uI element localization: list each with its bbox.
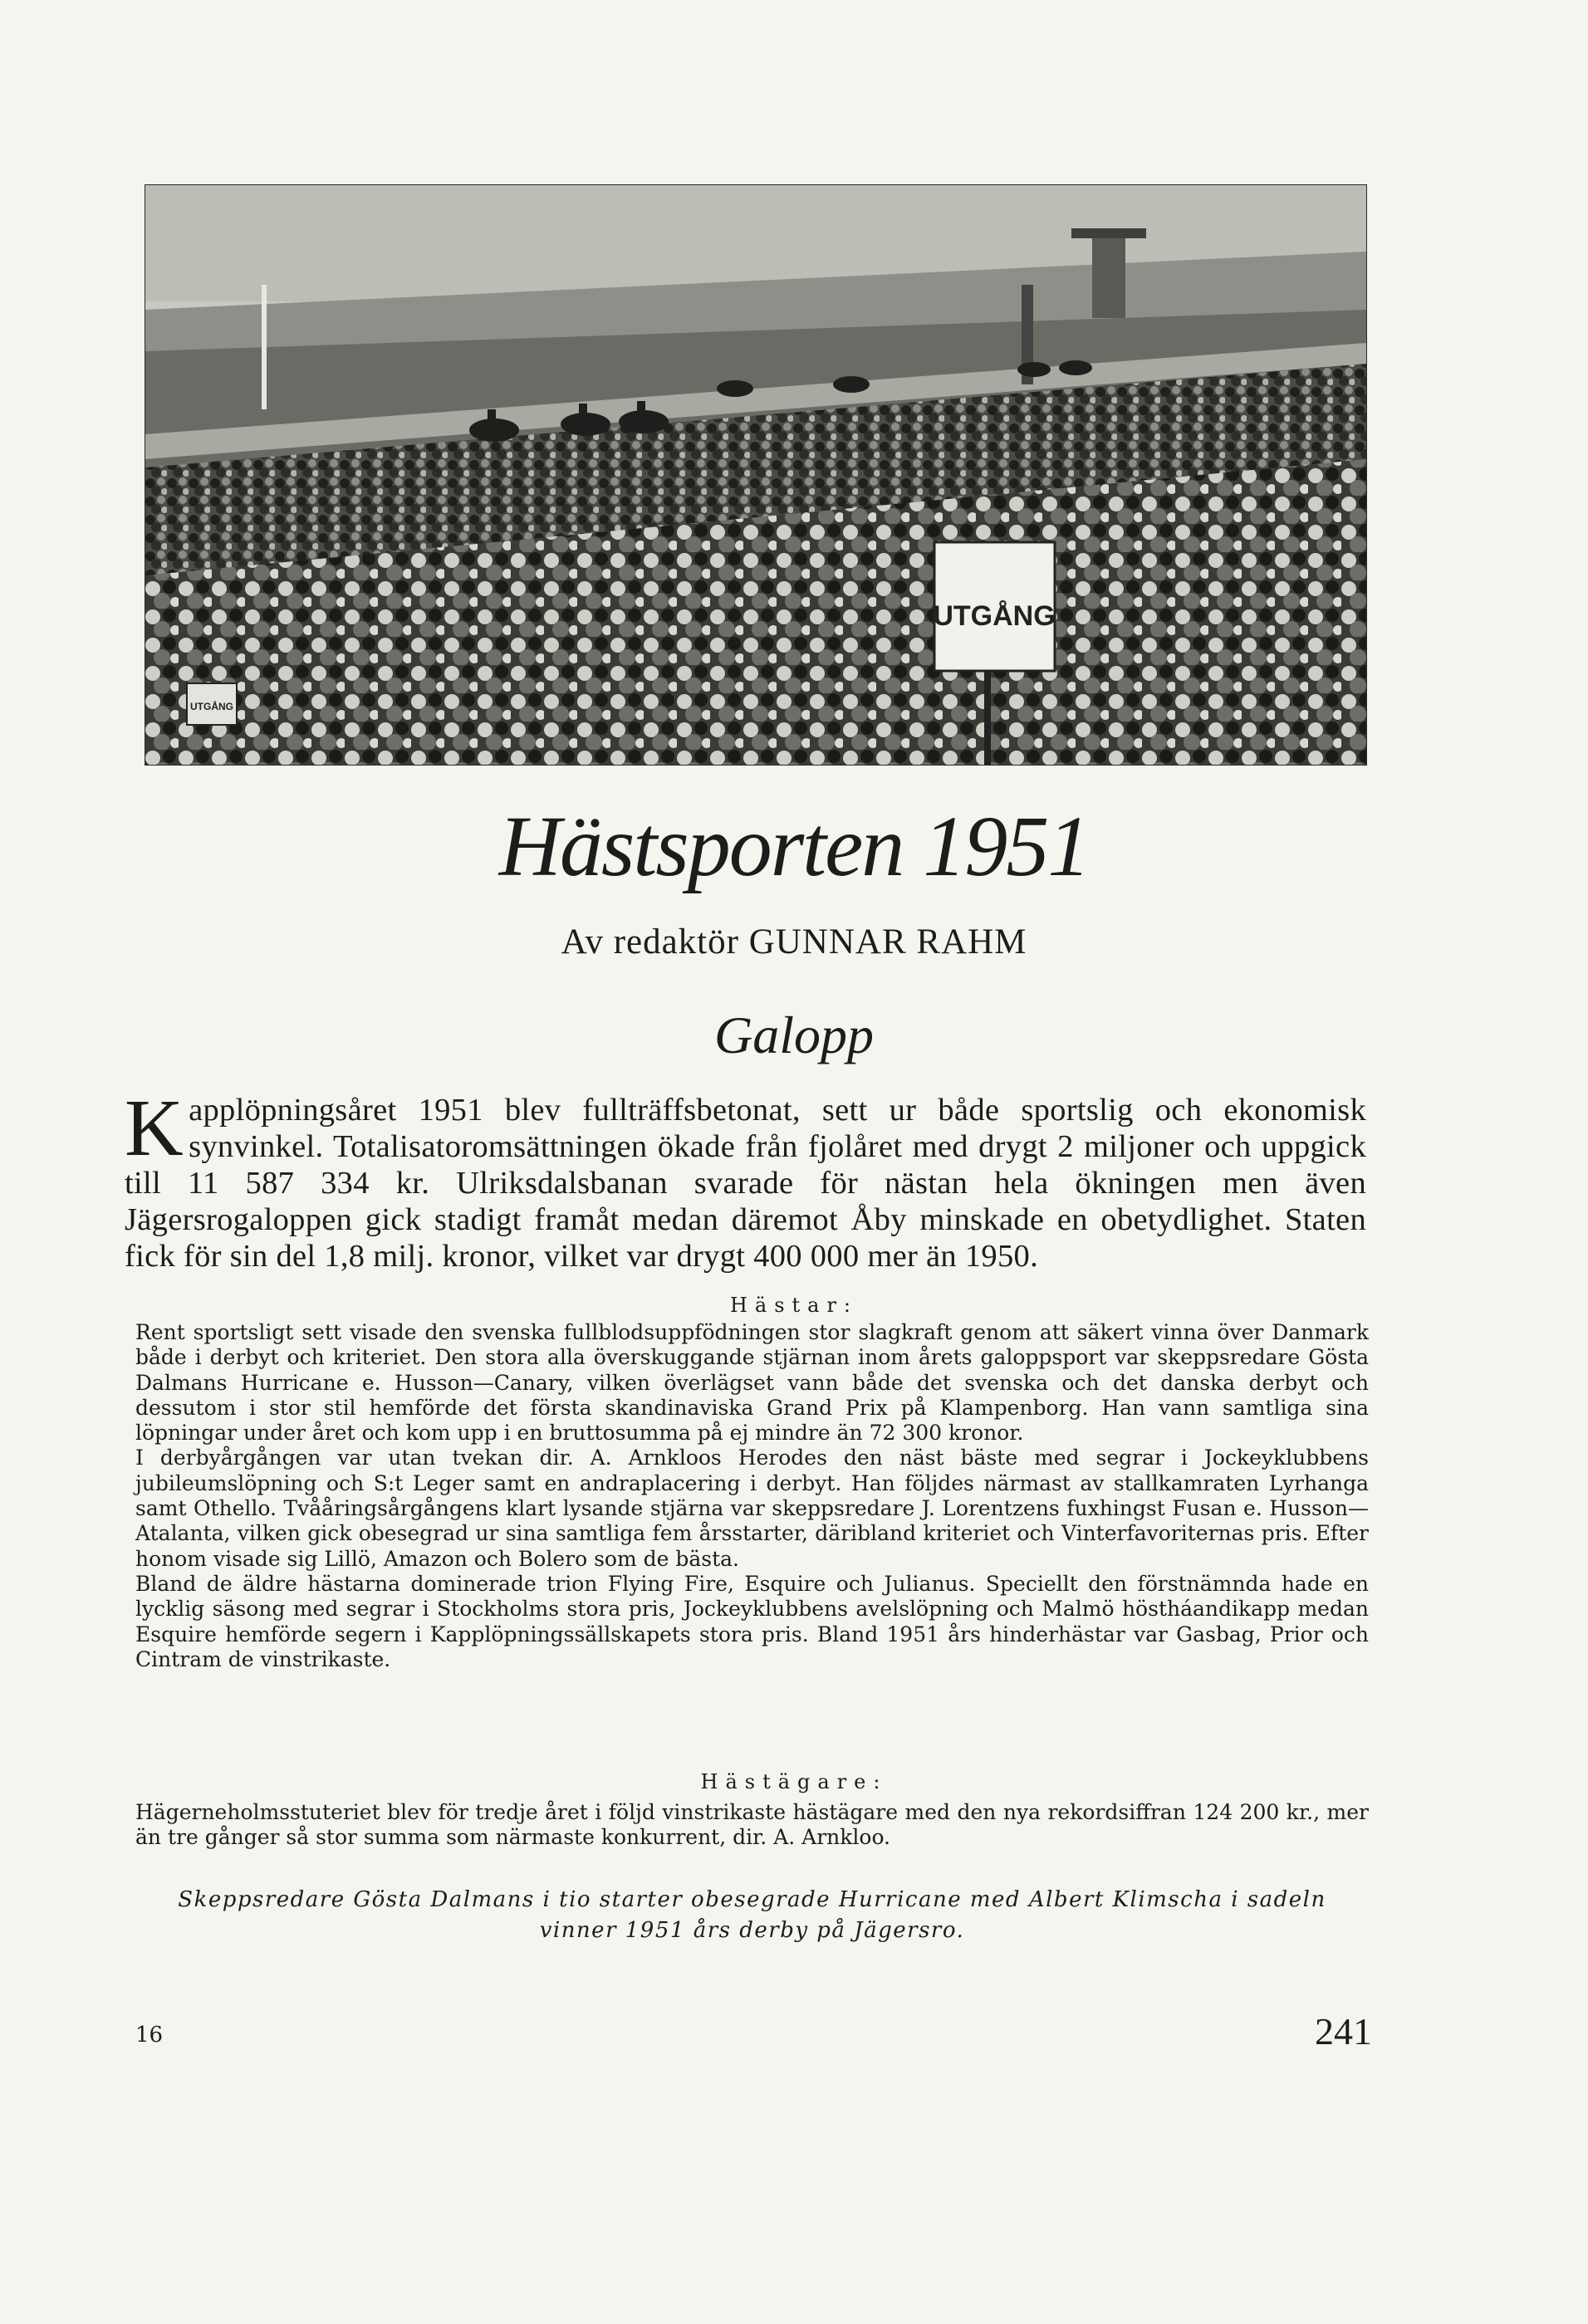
- drop-cap: K: [125, 1084, 184, 1173]
- horses-section: [135, 1320, 1369, 1672]
- owners-heading: Hästägare:: [700, 1770, 888, 1793]
- page-number-left: 16: [135, 2023, 164, 2048]
- horses-heading: Hästar:: [729, 1294, 859, 1317]
- section-title: Galopp: [714, 1005, 874, 1064]
- horses-paragraph: Rent sportsligt sett visade den svenska fullblodsuppfödningen stor slagkraft genom att säkert vinna över Danmark både i derbyt och kriteriet. Den stora alla överskuggande stjärnan inom årets galoppsport var skeppsredare Gösta Dalmans Hurricane e. Husson—Canary, vilken överlägset vann både det svenska och det danska derbyt och dessutom i stor stil hemförde det första skandinaviska Grand Prix på Klampenborg. Han vann samtliga sina löpningar under året och kom upp i en bruttosumma på ej mindre än 72 300 kronor.: [135, 1320, 1369, 1446]
- horses-paragraph: I derbyårgången var utan tvekan dir. A. Arnkloos Herodes den näst bäste med segrar i Jockeyklubbens jubileumslöpning och S:t Leger samt en andraplacering i derbyt. Han följdes närmast av stallkamraten Lyrhanga samt Othello. Tvååringsårgångens klart lysande stjärna var skeppsredare J. Lorentzens fuxhingst Fusan e. Husson—Atalanta, vilken gick obesegrad ur sina samtliga fem årsstarter, däribland kriteriet och Vinterfavoriternas pris. Efter honom visade sig Lillö, Amazon och Bolero som de bästa.: [135, 1446, 1369, 1571]
- exit-sign-text: UTGÅNG: [933, 600, 1056, 632]
- exit-sign-small-text: UTGÅNG: [190, 701, 233, 712]
- racetrack-photo-illustration: [145, 185, 1366, 765]
- page-number-right: 241: [1315, 2010, 1372, 2052]
- intro-paragraph: [125, 1084, 1366, 1275]
- owners-section: [135, 1800, 1369, 1851]
- racetrack-photo: [145, 184, 1367, 766]
- photo-caption: Skeppsredare Gösta Dalmans i tio starter obesegrade Hurricane med Albert Klimscha i sadeln vinner 1951 års derby på Jägersro.: [178, 1887, 1326, 1943]
- intro-text: applöpningsåret 1951 blev fullträffsbetonat, sett ur både sportslig och ekonomisk synvinkel. Totalisatoromsättningen ökade från fjolåret med drygt 2 miljoner och uppgick till 11 587 334 kr. Ulriksdalsbanan svarade för nästan hela ökningen men även Jägersrogaloppen gick stadigt framåt medan däremot Åby minskade en obetydlighet. Staten fick för sin del 1,8 milj. kronor, vilket var drygt 400 000 mer än 1950.: [125, 1093, 1366, 1274]
- horses-paragraph: Bland de äldre hästarna dominerade trion Flying Fire, Esquire och Julianus. Speciellt den förstnämnda hade en lycklig säsong med segrar i Stockholms stora pris, Jockeyklubbens avelslöpning och Malmö höstháandikapp medan Esquire hemförde segern i Kapplöpningssällskapets stora pris. Bland 1951 års hinderhästar var Gasbag, Prior och Cintram de vinstrikaste.: [135, 1571, 1369, 1671]
- article-title: Hästsporten 1951: [498, 799, 1090, 894]
- owners-paragraph: Hägerneholmsstuteriet blev för tredje året i följd vinstrikaste hästägare med den nya rekordsiffran 124 200 kr., mer än tre gånger så stor summa som närmaste konkurrent, dir. A. Arnkloo.: [135, 1800, 1369, 1850]
- article-byline: Av redaktör GUNNAR RAHM: [561, 922, 1027, 961]
